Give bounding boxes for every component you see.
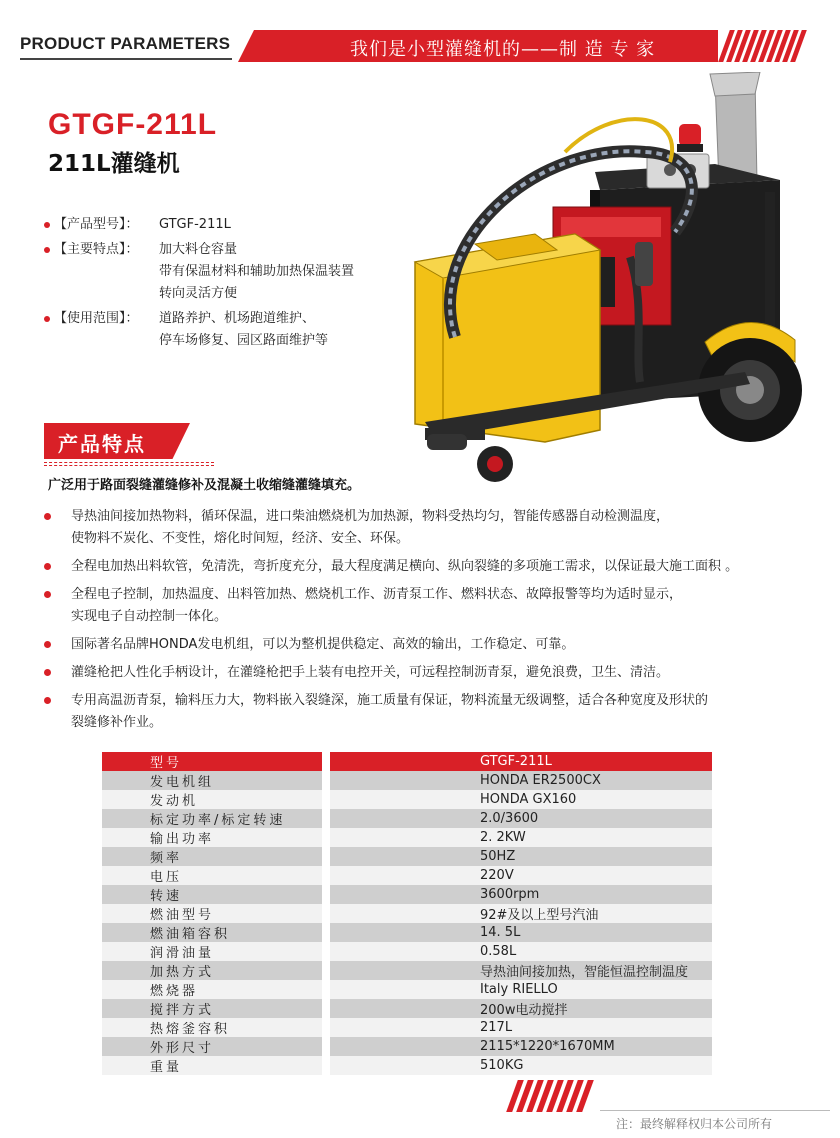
feature-text: 国际著名品牌HONDA发电机组，可以为整机提供稳定、高效的输出，工作稳定、可靠。 — [71, 637, 575, 652]
bullet-dot — [44, 316, 50, 322]
section-title: 产品特点 — [58, 432, 146, 456]
param-value: 217L — [330, 1018, 712, 1037]
header-stripes — [724, 30, 804, 62]
param-value: HONDA ER2500CX — [330, 771, 712, 790]
table-row — [102, 771, 712, 790]
spec-label: 【产品型号】： — [54, 217, 139, 232]
param-name: 转速 — [102, 885, 322, 904]
param-value: 2115*1220*1670MM — [330, 1037, 712, 1056]
feature-item — [44, 556, 804, 578]
table-row — [102, 809, 712, 828]
table-row — [102, 866, 712, 885]
param-value: 2. 2KW — [330, 828, 712, 847]
param-value: GTGF-211L — [330, 752, 712, 771]
feature-text: 实现电子自动控制一体化。 — [71, 609, 228, 624]
spec-label: 【主要特点】： — [54, 242, 139, 257]
param-name: 电压 — [102, 866, 322, 885]
bullet-dot — [44, 697, 51, 704]
table-row — [102, 1018, 712, 1037]
spec-value: 转向灵活方便 — [159, 286, 238, 301]
table-row — [102, 923, 712, 942]
product-name: 211L灌缝机 — [48, 151, 180, 177]
table-header-row — [102, 752, 712, 771]
feature-text: 灌缝枪把人性化手柄设计，在灌缝枪把手上装有电控开关，可远程控制沥青泵，避免浪费，卫生、清洁。 — [71, 665, 670, 680]
feature-text: 全程电加热出料软管，免清洗，弯折度充分，最大程度满足横向、纵向裂缝的多项施工需求，以保证最大施工面积 。 — [71, 559, 739, 574]
feature-text: 导热油间接加热物料，循环保温，进口柴油燃烧机为加热源，物料受热均匀，智能传感器自动检测温度， — [71, 509, 670, 524]
bullet-dot — [44, 563, 51, 570]
footer-stripes — [512, 1080, 588, 1112]
param-name: 润滑油量 — [102, 942, 322, 961]
param-value: 220V — [330, 866, 712, 885]
param-name: 输出功率 — [102, 828, 322, 847]
section-underline — [44, 462, 214, 466]
spec-value: GTGF-211L — [159, 217, 231, 232]
param-name: 热熔釜容积 — [102, 1018, 322, 1037]
bullet-dot — [44, 669, 51, 676]
param-name: 重量 — [102, 1056, 322, 1075]
param-value: Italy RIELLO — [330, 980, 712, 999]
feature-item — [44, 506, 804, 550]
table-row — [102, 961, 712, 980]
feature-text: 全程电子控制，加热温度、出料管加热、燃烧机工作、沥青泵工作、燃料状态、故障报警等均为适时显示， — [71, 587, 683, 602]
param-name: 搅拌方式 — [102, 999, 322, 1018]
param-value: 3600rpm — [330, 885, 712, 904]
param-name: 发动机 — [102, 790, 322, 809]
feature-item — [44, 584, 804, 628]
table-row — [102, 999, 712, 1018]
spec-label: 【使用范围】： — [54, 311, 139, 326]
table-row — [102, 828, 712, 847]
param-value: 510KG — [330, 1056, 712, 1075]
footer-note: 注：最终解释权归本公司所有 — [616, 1117, 773, 1131]
param-value: 14. 5L — [330, 923, 712, 942]
bullet-dot — [44, 641, 51, 648]
table-row — [102, 885, 712, 904]
table-row — [102, 904, 712, 923]
param-name: 燃油箱容积 — [102, 923, 322, 942]
header-slogan: 我们是小型灌缝机的——制 造 专 家 — [350, 39, 656, 60]
param-name: 频率 — [102, 847, 322, 866]
bullet-dot — [44, 513, 51, 520]
header-underline — [20, 58, 232, 60]
feature-text: 专用高温沥青泵，输料压力大，物料嵌入裂缝深，施工质量有保证，物料流量无级调整，适合各种宽度及形状的 — [71, 693, 709, 708]
bullet-dot — [44, 591, 51, 598]
param-value: 0.58L — [330, 942, 712, 961]
spec-row-model — [44, 214, 404, 236]
feature-item — [44, 662, 804, 684]
feature-text: 裂缝修补作业。 — [71, 715, 163, 730]
param-name: 型号 — [102, 752, 322, 771]
bullet-dot — [44, 222, 50, 228]
table-row — [102, 790, 712, 809]
param-name: 外形尺寸 — [102, 1037, 322, 1056]
spec-value: 带有保温材料和辅助加热保温装置 — [159, 264, 355, 279]
param-value: HONDA GX160 — [330, 790, 712, 809]
crack-sealing-machine-image — [385, 72, 815, 492]
feature-item — [44, 634, 804, 656]
footer-line — [600, 1110, 830, 1111]
parameter-table — [102, 752, 712, 1075]
section-intro: 广泛用于路面裂缝灌缝修补及混凝土收缩缝灌缝填充。 — [48, 478, 361, 493]
param-name: 加热方式 — [102, 961, 322, 980]
spec-value: 停车场修复、园区路面维护等 — [159, 333, 329, 348]
spec-value: 道路养护、机场跑道维护、 — [159, 311, 316, 326]
param-name: 发电机组 — [102, 771, 322, 790]
spec-row-features — [44, 239, 404, 305]
param-name: 标定功率/标定转速 — [102, 809, 322, 828]
table-row — [102, 980, 712, 999]
param-name: 燃油型号 — [102, 904, 322, 923]
param-value: 92#及以上型号汽油 — [330, 904, 712, 923]
table-row — [102, 942, 712, 961]
spec-row-usage — [44, 308, 404, 352]
table-row — [102, 1037, 712, 1056]
table-row — [102, 847, 712, 866]
table-row — [102, 1056, 712, 1075]
feature-item — [44, 690, 804, 734]
param-name: 燃烧器 — [102, 980, 322, 999]
param-value: 导热油间接加热，智能恒温控制温度 — [330, 961, 712, 980]
feature-text: 使物料不炭化、不变性，熔化时间短，经济、安全、环保。 — [71, 531, 410, 546]
spec-list — [44, 214, 404, 355]
feature-list — [44, 506, 804, 740]
bullet-dot — [44, 247, 50, 253]
section-tag — [44, 423, 190, 459]
header-title-en: PRODUCT PARAMETERS — [20, 34, 231, 53]
param-value: 200w电动搅拌 — [330, 999, 712, 1018]
param-value: 2.0/3600 — [330, 809, 712, 828]
product-model-title: GTGF-211L — [48, 108, 218, 141]
param-value: 50HZ — [330, 847, 712, 866]
spec-value: 加大料仓容量 — [159, 242, 238, 257]
